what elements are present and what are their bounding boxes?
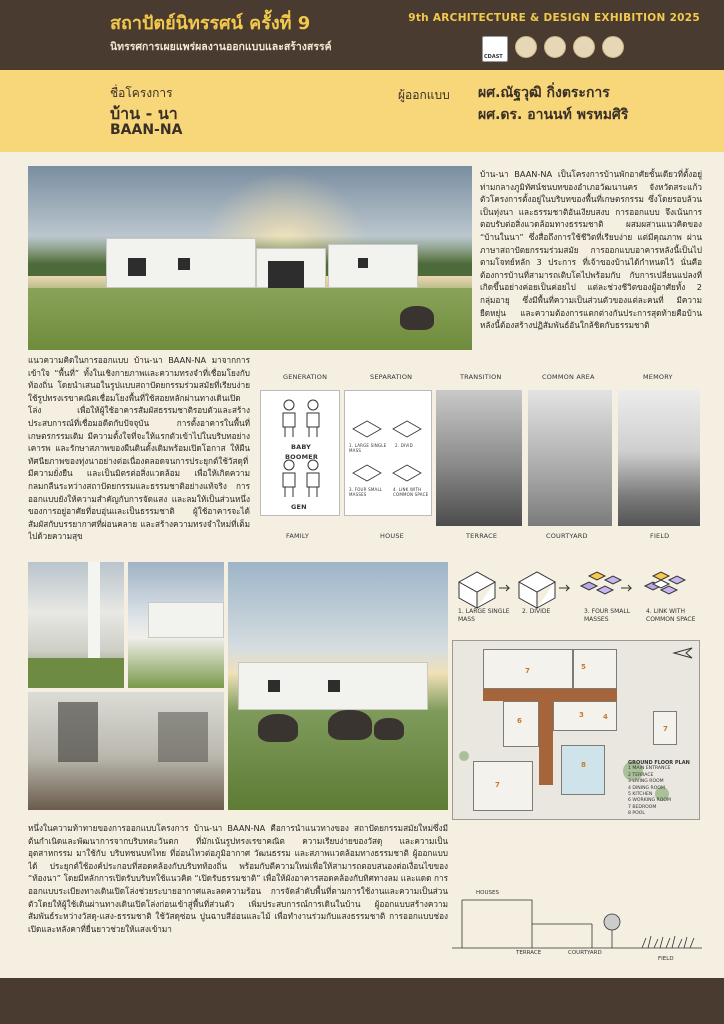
massing-step-4: 4. LINK WITH COMMON SPACE	[646, 608, 696, 623]
house-step-1: 1. LARGE SINGLE MASS	[349, 443, 387, 453]
house-step-2: 2. DIVID	[395, 443, 413, 448]
hero-house-photo	[28, 166, 472, 350]
plan-legend-item: 2 TERRACE	[628, 772, 654, 778]
partner-seal-logo	[602, 36, 624, 58]
section-label-field: FIELD	[658, 956, 674, 962]
field-photo	[618, 390, 700, 526]
massing-step-3: 3. FOUR SMALL MASSES	[584, 608, 631, 623]
institute-seal-logo	[573, 36, 595, 58]
buffalo-field-photo	[228, 562, 448, 810]
project-name-th: บ้าน - นา	[110, 104, 178, 123]
house-step-3: 3. FOUR SMALL MASSES	[349, 487, 383, 497]
diagram-label-memory: MEMORY	[643, 373, 673, 381]
designer-name-2: ผศ.ดร. อานนท์ พรหมศิริ	[478, 107, 629, 123]
plan-legend-item: 1 MAIN ENTRANCE	[628, 766, 671, 772]
exhibition-subtitle-th: นิทรรศการเผยแพร่ผลงานออกแบบและสร้างสรรค์	[110, 41, 332, 53]
diagram-label-common-area: COMMON AREA	[542, 373, 595, 381]
house-step-4: 4. LINK WITH COMMON SPACE	[393, 487, 429, 497]
massing-step-1: 1. LARGE SINGLE MASS	[458, 608, 510, 623]
plan-legend	[628, 760, 690, 818]
concept-paragraph: แนวความคิดในการออกแบบ บ้าน-นา BAAN-NA มาจากการเข้าใจ “พื้นที่” ทั้งในเชิงกายภาพและความทรงจำที่เชื่อมโยงกับท้องถิ่น โดยนำเสนอในรูปแบบสถาปัตยกรรมร่วมสมัยที่เรียบง่าย ใช้รูปทรงเรขาคณิตเชื่อมโยงพื้นที่ใช้สอยหลักผ่านทางเดินเปิดโล่ง เพื่อให้ผู้ใช้อาคารสัมผัสธรรมชาติรอบตัวและสร้างประสบการณ์ที่เชื่อมอดีตกับปัจจุบัน การตั้งอาคารในพื้นที่เกษตรกรรมเดิม มีความตั้งใจที่จะให้แรกตัวเข้าไปในบริบทอย่างเคารพ และรักษาสภาพของผืนดินดั้งเดิมพร้อมเปิดโอกาส ให้ผืนทัศนียภาพของทุ่งนาอย่างต่อเนื่องตลอดจนการประยุกต์ใช้วัสดุที่มีความยั่งยืน และเป็นมิตรต่อสิ่งแวดล้อม เพื่อให้เกิดความกลมกลืนระหว่างสถาปัตยกรรมและธรรมชาติอย่างแท้จริง การออกแบบยังให้ความสำคัญกับการจัดแสง และลมให้เป็นส่วนหนึ่งของการอยู่อาศัยที่อบอุ่นและเป็นธรรมชาติ ผู้ใช้อาคารจะได้สัมผัสกับบรรยากาศที่ผ่อนคลาย และสร้างความทรงจำใหม่ที่เต็มไปด้วยความสุข	[28, 355, 250, 542]
section-label-houses: HOUSES	[476, 890, 499, 896]
north-arrow-icon	[672, 646, 694, 660]
diagram-label-field: FIELD	[650, 532, 670, 540]
family-label-gen: GEN	[291, 503, 307, 511]
side-wall-photo	[128, 562, 224, 688]
courtyard-photo	[528, 390, 612, 526]
courtyard-tree-photo	[28, 692, 224, 810]
diagram-label-generation: GENERATION	[283, 373, 328, 381]
house-diagram	[344, 390, 432, 516]
plan-legend-item: 7 BEDROOM	[628, 804, 657, 810]
plan-legend-item: 6 WORKING ROOM	[628, 798, 671, 804]
corridor-photo	[28, 562, 124, 688]
project-label: ชื่อโครงการ	[110, 86, 173, 100]
diagram-label-courtyard: COURTYARD	[546, 532, 588, 540]
exhibition-title-th: สถาปัตย์นิทรรศน์ ครั้งที่ 9	[110, 13, 311, 34]
section-label-courtyard: COURTYARD	[568, 950, 602, 956]
closing-paragraph: หนึ่งในความท้าทายของการออกแบบโครงการ บ้าน-นา BAAN-NA คือการนำแนวทางของ สถาปัตยกรรมสมัยใหม่ซึ่งมีต้นกำเนิดและพัฒนาการจากบริบทตะวันตก ที่มักเน้นรูปทรงเรขาคณิต ความเรียบง่ายของวัสดุ และความเป็นอุตสาหกรรม มาใช้กับ บริบทชนบทไทย ที่อ่อนไหวต่อภูมิอากาศ วัฒนธรรม และสภาพแวดล้อมทางธรรมชาติ ผู้ออกแบบได้ ประยุกต์ใช้องค์ประกอบที่สอดคล้องกับบริบทท้องถิ่น พร้อมกับตีความใหม่เพื่อให้สามารถตอบสนองต่อเงื่อนไขของ “ท้องนา” โดยมีหลักการเปิดรับบริบทใช้แนวคิด “เปิดรับธรรมชาติ” เพื่อให้ผังอาคารสอดคล้องกับทิศทางลม และแดด การออกแบบระเบียงทางเดินเปิดโล่งช่วยระบายอากาศและลดความร้อน การจัดลำดับพื้นที่ตามการใช้งานและความเป็นส่วนตัวโดยให้ผู้ใช้เดินผ่านทางเดินเปิดโล่งก่อนเข้าสู่พื้นที่ส่วนตัว เพิ่มประสบการณ์การเดินในบ้าน ผู้ออกแบบสร้างความสัมพันธ์ระหว่างวัสดุ-แสง-ธรรมชาติ ใช้วัสดุซ่อน ปูนฉาบสีอ่อนและไม้ เพื่อทำงานร่วมกับแสงธรรมชาติ การออกแบบช่องเปิดและหลังคาที่ยื่นยาวช่วยให้แสงเข้ามา	[28, 823, 448, 934]
plan-legend-item: 8 POOL	[628, 811, 645, 817]
section-label-terrace: TERRACE	[516, 950, 542, 956]
diagram-label-separation: SEPARATION	[370, 373, 413, 381]
intro-paragraph: บ้าน-นา BAAN-NA เป็นโครงการบ้านพักอาศัยชั้นเดียวที่ตั้งอยู่ท่ามกลางภูมิทัศน์ชนบทของอำเภอวัฒนานคร จังหวัดสระแก้ว ตัวโครงการตั้งอยู่ในบริบทของพื้นที่เกษตรกรรม ซึ่งโดยรอบล้วนเป็นทุ่งนา และธรรมชาติอันเงียบสงบ การออกแบบ จึงเน้นการตอบรับต่อสิ่งแวดล้อมทางธรรมชาติ ผสมผสานแนวคิดของ “บ้านในนา” ซึ่งสื่อถึงการใช้ชีวิตที่เรียบง่าย แต่มีคุณภาพ ผ่านภาษาสถาปัตยกรรมร่วมสมัย การออกแบบอาคารหลังนี้เป็นไปตามโจทย์หลัก 3 ประการ ที่เจ้าของบ้านได้กำหนดไว้ นั่นคือต้องการบ้านที่สามารถเติบโตไปพร้อมกับ กับการเปลี่ยนแปลงที่เกิดขึ้นอย่างค่อยเป็นค่อยไป แต่ละช่วงชีวิตของผู้อาศัยทั้ง 2 กลุ่มอายุ ซึ่งมีพื้นที่ความเป็นส่วนตัวของแต่ละคนที่ มีความยืดหยุ่น และความต้องการแตกต่างกันประการสุดท้ายคือบ้านหลังนี้ต้องสร้างปฏิสัมพันธ์อันใกล้ชิดกับธรรมชาติ	[480, 169, 702, 331]
plan-legend-item: 4 DINING ROOM	[628, 785, 665, 791]
faculty-seal-logo	[544, 36, 566, 58]
family-label-boomer: BOOMER	[285, 453, 319, 461]
logo-row	[482, 36, 624, 62]
diagram-label-family: FAMILY	[286, 532, 310, 540]
family-diagram	[260, 390, 340, 516]
diagram-label-transition: TRANSITION	[460, 373, 502, 381]
plan-legend-title: GROUND FLOOR PLAN	[628, 760, 690, 766]
cdast-logo: CDAST	[482, 36, 508, 62]
plan-legend-item: 5 KITCHEN	[628, 792, 653, 798]
terrace-photo	[436, 390, 522, 526]
designer-name-1: ผศ.ณัฐวุฒิ กิ่งตระการ	[478, 85, 610, 101]
footer-band	[0, 978, 724, 1024]
plan-legend-item: 3 LIVING ROOM	[628, 779, 664, 785]
ground-floor-plan: 5 7 6 3 4 8 7 7	[452, 640, 700, 820]
diagram-label-terrace: TERRACE	[466, 532, 498, 540]
designer-label: ผู้ออกแบบ	[398, 88, 450, 102]
university-seal-logo	[515, 36, 537, 58]
project-info-band	[0, 70, 724, 152]
project-name-en: BAAN-NA	[110, 122, 183, 138]
massing-step-2: 2. DIVIDE	[522, 608, 551, 615]
family-label-baby: BABY	[291, 443, 312, 451]
diagram-label-house: HOUSE	[380, 532, 404, 540]
house-mass-icon	[345, 391, 433, 517]
exhibition-title-en: 9th ARCHITECTURE & DESIGN EXHIBITION 2025	[408, 12, 700, 24]
exhibition-header	[0, 0, 724, 70]
